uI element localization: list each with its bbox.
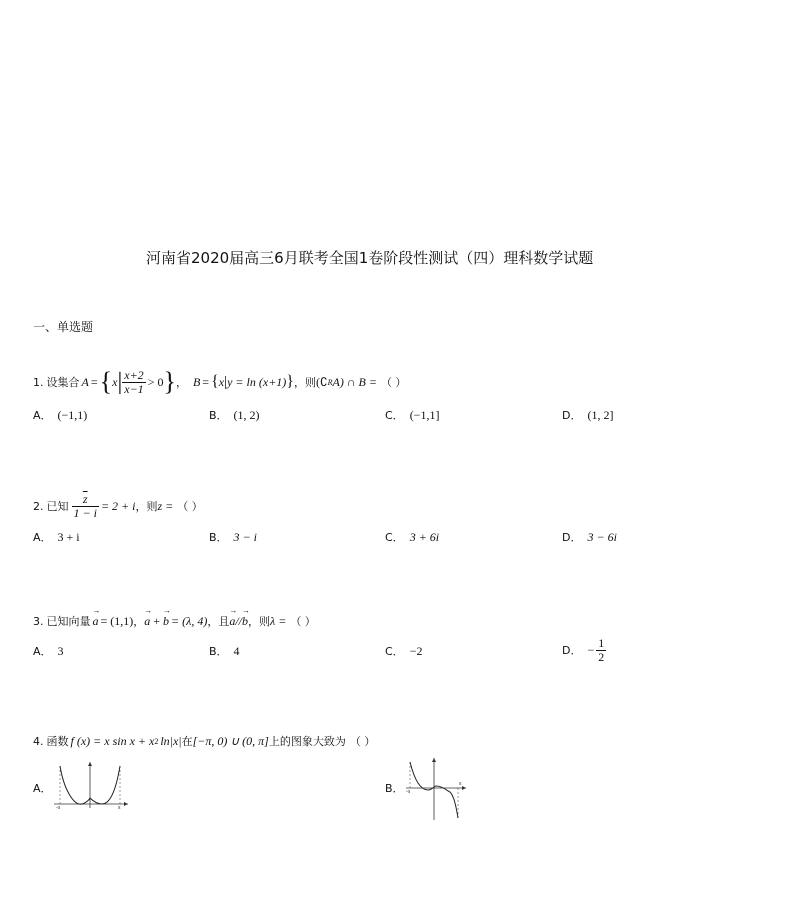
question-number: 1. [33,375,44,389]
function-expr: f (x) = x sin x + x [70,733,155,748]
fraction-denominator: x−1 [124,381,144,396]
answer-paren: （ ） [349,735,376,748]
question-lead: 函数 [46,735,69,748]
q4-option-a-label[interactable]: A． [33,782,52,795]
q1-option-d[interactable]: D． (1, 2] [562,408,614,422]
vector-b: → b [242,605,251,628]
question-number: 4. [33,734,44,748]
set-b-body: y = ln (x+1) [227,374,287,389]
question-4-stem [33,731,375,751]
fraction-numerator: $\overline{z}$ [72,493,99,507]
q3-option-b[interactable]: B． 4 [209,644,240,658]
question-3-stem [33,605,316,632]
then-text: ，则 [135,500,158,513]
vector-a: → a [229,605,238,628]
answer-paren: （ ） [290,615,316,628]
question-2-stem [33,489,203,523]
question-lead: 已知 [46,500,69,513]
vector-a: → a [92,605,101,628]
answer-paren: （ ） [380,376,407,389]
vector-a: → a [144,605,153,628]
vector-a-value: = (1,1) [100,613,134,628]
q2-fraction [72,493,99,520]
exponent: 2 [154,736,159,746]
tick-label-pi: π [459,782,462,787]
separator: ， [175,376,187,389]
then-text: ，则 [248,615,271,628]
section-heading-single-choice: 一、单选题 [33,320,94,334]
q2-rhs: = 2 + i [100,498,136,513]
set-a-fraction [122,369,145,396]
q1-option-b[interactable]: B． (1, 2) [209,408,260,422]
fraction-numerator: x+2 [124,367,144,382]
q3-option-c[interactable]: C． −2 [385,644,423,658]
parallel-symbol: // [235,613,243,628]
q4-option-b-label[interactable]: B． [385,782,404,795]
q2-option-c[interactable]: C． 3 + 6i [385,530,440,544]
plus-sign: + [153,613,161,628]
inequality: > 0 [147,374,164,389]
question-lead: 设集合 [46,376,80,389]
y-axis-arrow-icon [88,762,92,766]
vector-b: → b [163,605,172,628]
domain-lead: 在 [181,735,193,748]
lambda: λ = [270,613,287,628]
question-1-stem: 1. 设集合 A = { x | $\frac{x+2}{x-1}$ > 0 } ， B = { x | y = ln (x+1) } ，则 (∁ R A) ∩ B = （ ） [33,367,407,396]
q2-z: z = [157,498,174,513]
complement-expr: (∁ [315,374,328,389]
then-text: ，则 [293,376,316,389]
fraction-one-half: $\frac{1}{2}$ [598,635,605,664]
equals-sign: = [90,374,98,389]
question-number: 3. [33,614,44,628]
domain: [−π, 0) ∪ (0, π] [192,733,269,748]
complement-subscript: R [327,377,333,387]
vector-sum-value: = (λ, 4) [171,613,208,628]
question-number: 2. [33,499,44,513]
tail-text: 上的图象大致为 [268,735,346,748]
left-brace-icon: { [99,367,113,396]
variable-x: x [112,374,118,389]
q2-option-a[interactable]: A． 3 + i [33,530,80,544]
tick-label-neg-pi: -π [406,790,411,795]
q4-option-b-graph[interactable] [404,756,470,822]
q3-option-d[interactable]: D． − $\frac{1}{2}$ [562,635,605,664]
function-expr-rest: ln|x| [160,733,182,748]
y-axis-arrow-icon [432,758,436,762]
right-brace-icon: } [163,367,176,396]
divider-bar-icon: | [224,373,228,390]
set-b-name: B [192,374,201,389]
tick-label-neg-pi: -π [56,806,61,810]
right-brace-icon: } [286,373,294,390]
divider-bar-icon: | [117,369,123,395]
q3-option-a[interactable]: A． 3 [33,644,64,658]
page-title: 河南省2020届高三6月联考全国1卷阶段性测试（四）理科数学试题 [146,249,594,267]
comma: ， [133,615,145,628]
left-brace-icon: { [211,373,219,390]
q1-option-c[interactable]: C． (−1,1] [385,408,440,422]
set-a-name: A [81,374,89,389]
tick-label-pi: π [118,806,121,810]
x-axis-arrow-icon [462,786,466,790]
answer-paren: （ ） [177,500,203,513]
fraction-denominator: 1 − i [73,505,97,520]
complement-rest: A) ∩ B = [332,374,377,389]
q2-option-b[interactable]: B． 3 − i [209,530,257,544]
q1-option-a[interactable]: A． (−1,1) [33,408,88,422]
x-axis-arrow-icon [124,802,128,806]
condition-lead: ，且 [207,615,230,628]
q4-option-a-graph[interactable] [52,760,132,810]
question-lead: 已知向量 [46,615,91,628]
q2-option-d[interactable]: D． 3 − 6i [562,530,617,544]
